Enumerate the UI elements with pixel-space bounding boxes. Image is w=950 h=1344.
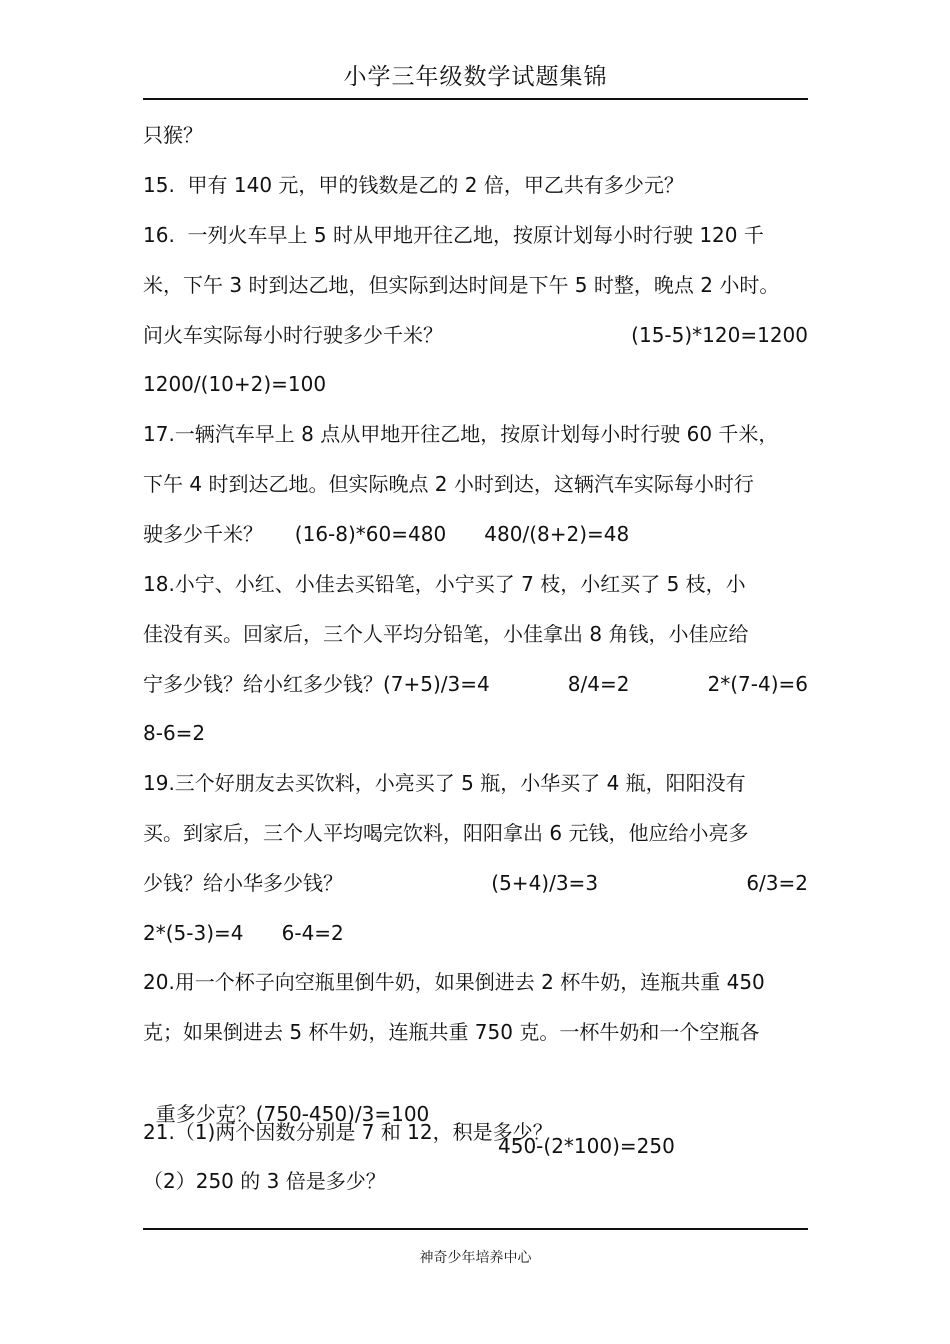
text-line: 19.三个好朋友去买饮料，小亮买了 5 瓶，小华买了 4 瓶，阳阳没有: [143, 771, 746, 795]
answer-text: 2*(7-4)=6: [707, 672, 808, 696]
text-line: [143, 867, 808, 899]
answer-text: 6/3=2: [746, 871, 808, 895]
page-header-title: 小学三年级数学试题集锦: [343, 64, 608, 90]
answer-text: 450-(2*100)=250: [498, 1134, 675, 1158]
text-line: 只猴？: [143, 123, 203, 147]
text-line: 17.一辆汽车早上 8 点从甲地开往乙地，按原计划每小时行驶 60 千米，: [143, 422, 779, 446]
answer-text: 8/4=2: [567, 672, 630, 696]
header-divider: [143, 98, 808, 100]
text-line: 18.小宁、小红、小佳去买铅笔，小宁买了 7 枝，小红买了 5 枝，小: [143, 572, 746, 596]
text-line: [143, 668, 808, 700]
text-line: 克；如果倒进去 5 杯牛奶，连瓶共重 750 克。一杯牛奶和一个空瓶各: [143, 1020, 760, 1044]
text-line: 16. 一列火车早上 5 时从甲地开往乙地，按原计划每小时行驶 120 千: [143, 223, 764, 247]
text-line: 21.（1)两个因数分别是 7 和 12，积是多少？: [143, 1120, 553, 1144]
text-line: 15. 甲有 140 元，甲的钱数是乙的 2 倍，甲乙共有多少元？: [143, 173, 684, 197]
text-line: 买。到家后，三个人平均喝完饮料，阳阳拿出 6 元钱，他应给小亮多: [143, 821, 749, 845]
text-line: （2）250 的 3 倍是多少？: [143, 1169, 386, 1193]
question-text: 问火车实际每小时行驶多少千米？: [143, 323, 443, 347]
text-line: 2*(5-3)=4 6-4=2: [143, 921, 344, 945]
question-text: 重多少克？(750-450)/3=100: [155, 1102, 430, 1126]
text-line: 20.用一个杯子向空瓶里倒牛奶，如果倒进去 2 杯牛奶，连瓶共重 450: [143, 970, 765, 994]
text-line: 佳没有买。回家后，三个人平均分铅笔，小佳拿出 8 角钱，小佳应给: [143, 622, 749, 646]
footer-divider: [143, 1228, 808, 1230]
text-line: 下午 4 时到达乙地。但实际晚点 2 小时到达，这辆汽车实际每小时行: [143, 472, 754, 496]
question-text: 少钱？给小华多少钱？: [143, 871, 343, 895]
answer-text: (5+4)/3=3: [491, 871, 599, 895]
text-line: 米，下午 3 时到达乙地，但实际到达时间是下午 5 时整，晚点 2 小时。: [143, 273, 780, 297]
text-line: 1200/(10+2)=100: [143, 372, 327, 396]
question-text: 宁多少钱？给小红多少钱？(7+5)/3=4: [143, 672, 490, 696]
answer-text: (15-5)*120=1200: [631, 323, 808, 347]
page-footer: 神奇少年培养中心: [419, 1250, 532, 1266]
text-line: 8-6=2: [143, 721, 206, 745]
text-line: 驶多少千米？ (16-8)*60=480 480/(8+2)=48: [143, 522, 630, 546]
text-line: [143, 319, 808, 351]
